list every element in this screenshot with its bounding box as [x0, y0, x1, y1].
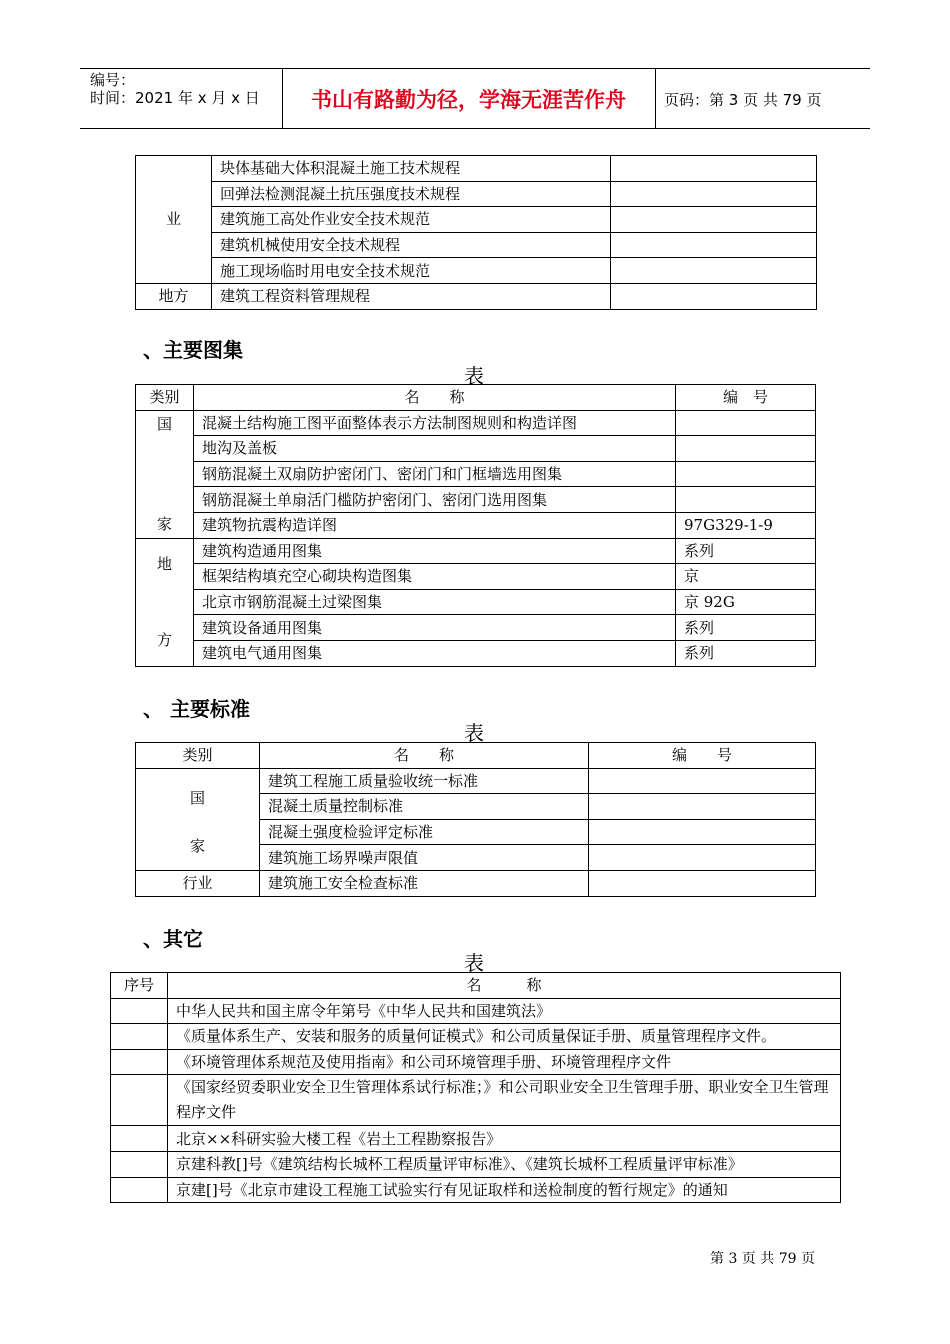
- table-row: [136, 156, 817, 182]
- standard-name: 建筑施工安全检查标准: [260, 870, 589, 896]
- document-name: 中华人民共和国主席令年第号《中华人民共和国建筑法》: [168, 998, 841, 1024]
- category-label: 国: [156, 415, 172, 434]
- atlas-name: 北京市钢筋混凝土过梁图集: [194, 589, 676, 615]
- table-row: [136, 461, 816, 487]
- atlas-code: 系列: [676, 640, 816, 666]
- standard-code: [589, 845, 816, 871]
- row-number: [111, 1126, 168, 1152]
- row-number: [111, 1151, 168, 1177]
- column-header-code: 编 号: [676, 385, 816, 411]
- standard-code: [611, 207, 817, 233]
- atlas-name: 框架结构填充空心砌块构造图集: [194, 564, 676, 590]
- atlas-code: [676, 410, 816, 436]
- atlas-code: [676, 487, 816, 513]
- header-motto: 书山有路勤为径，学海无涯苦作舟: [311, 88, 626, 112]
- document-name: 《环境管理体系规范及使用指南》和公司环境管理手册、环境管理程序文件: [168, 1049, 841, 1075]
- standard-name: 建筑施工高处作业安全技术规范: [212, 207, 611, 233]
- section-title-standards: 、 主要标准: [143, 697, 250, 721]
- table-row: [136, 870, 816, 896]
- column-header-category: 类别: [136, 743, 260, 769]
- atlas-name: 建筑设备通用图集: [194, 615, 676, 641]
- table-row: [111, 1049, 841, 1075]
- header-top-rule: [80, 68, 870, 69]
- table-row: [136, 538, 816, 564]
- standard-name: 建筑机械使用安全技术规程: [212, 232, 611, 258]
- table-header-row: [111, 973, 841, 999]
- table-row: [136, 410, 816, 436]
- atlas-name: 钢筋混凝土单扇活门槛防护密闭门、密闭门选用图集: [194, 487, 676, 513]
- standard-code: [589, 794, 816, 820]
- table-row: [111, 1177, 841, 1203]
- atlas-name: 地沟及盖板: [194, 436, 676, 462]
- category-label: 地: [156, 555, 172, 574]
- header-divider: [655, 68, 656, 128]
- standard-code: [611, 232, 817, 258]
- table-row: [136, 640, 816, 666]
- header-bottom-rule: [80, 128, 870, 129]
- category-cell-local: [136, 538, 194, 666]
- atlas-name: 混凝土结构施工图平面整体表示方法制图规则和构造详图: [194, 410, 676, 436]
- standard-code: [589, 819, 816, 845]
- category-cell-industry: 行业: [136, 870, 260, 896]
- table-row: [136, 512, 816, 538]
- atlas-code: [676, 461, 816, 487]
- standard-name: 块体基础大体积混凝土施工技术规程: [212, 156, 611, 182]
- row-number: [111, 1049, 168, 1075]
- column-header-code: 编 号: [589, 743, 816, 769]
- table-label: 表: [464, 721, 484, 745]
- atlas-code: 京: [676, 564, 816, 590]
- standards-continued-table: [135, 155, 817, 310]
- section-title-atlas: 、主要图集: [143, 338, 243, 362]
- atlas-code: 97G329-1-9: [676, 512, 816, 538]
- atlas-name: 钢筋混凝土双扇防护密闭门、密闭门和门框墙选用图集: [194, 461, 676, 487]
- standard-code: [589, 768, 816, 794]
- table-row: [136, 232, 817, 258]
- standard-code: [611, 283, 817, 309]
- table-row: [136, 589, 816, 615]
- atlas-name: 建筑电气通用图集: [194, 640, 676, 666]
- table-label: 表: [464, 364, 484, 388]
- footer-page-number: 第 3 页 共 79 页: [710, 1251, 815, 1267]
- table-row: [136, 207, 817, 233]
- table-row: [136, 283, 817, 309]
- standards-table: [135, 742, 816, 897]
- atlas-name: 建筑构造通用图集: [194, 538, 676, 564]
- table-row: [111, 1126, 841, 1152]
- row-number: [111, 1024, 168, 1050]
- table-header-row: [136, 385, 816, 411]
- row-number: [111, 1177, 168, 1203]
- document-name: 北京××科研实验大楼工程《岩土工程勘察报告》: [168, 1126, 841, 1152]
- standard-code: [611, 156, 817, 182]
- table-row: [111, 1151, 841, 1177]
- table-row: [136, 436, 816, 462]
- atlas-table: [135, 384, 816, 667]
- atlas-code: 系列: [676, 538, 816, 564]
- standard-name: 建筑施工场界噪声限值: [260, 845, 589, 871]
- category-cell-national: [136, 768, 260, 870]
- category-cell: 地方: [136, 283, 212, 309]
- document-date-label: 时间：2021 年 x 月 x 日: [90, 89, 260, 107]
- table-row: [136, 615, 816, 641]
- document-name: 《质量体系生产、安装和服务的质量何证模式》和公司质量保证手册、质量管理程序文件。: [168, 1024, 841, 1050]
- column-header-name: 名 称: [194, 385, 676, 411]
- column-header-category: 类别: [136, 385, 194, 411]
- standard-name: 施工现场临时用电安全技术规范: [212, 258, 611, 284]
- category-cell: 业: [136, 156, 212, 284]
- document-name: 《国家经贸委职业安全卫生管理体系试行标准；》和公司职业安全卫生管理手册、职业安全卫生管理程序文件: [168, 1075, 841, 1126]
- other-table: [110, 972, 841, 1203]
- standard-name: 混凝土强度检验评定标准: [260, 819, 589, 845]
- header-page-number: 页码：第 3 页 共 79 页: [664, 91, 822, 109]
- category-label: 家: [156, 515, 172, 534]
- atlas-name: 建筑物抗震构造详图: [194, 512, 676, 538]
- table-row: [136, 487, 816, 513]
- table-row: [136, 181, 817, 207]
- atlas-code: 京 92G: [676, 589, 816, 615]
- category-label: 方: [156, 631, 172, 650]
- table-row: [136, 564, 816, 590]
- category-label: 国: [189, 789, 205, 808]
- section-title-other: 、其它: [143, 927, 203, 951]
- category-label: 家: [189, 837, 205, 856]
- table-row: [111, 998, 841, 1024]
- standard-code: [611, 181, 817, 207]
- standard-name: 建筑工程资料管理规程: [212, 283, 611, 309]
- standard-code: [589, 870, 816, 896]
- document-number-label: 编号：: [90, 71, 136, 89]
- document-name: 京建[]号《北京市建设工程施工试验实行有见证取样和送检制度的暂行规定》的通知: [168, 1177, 841, 1203]
- category-cell-national: [136, 410, 194, 538]
- row-number: [111, 1075, 168, 1126]
- column-header-name: 名 称: [260, 743, 589, 769]
- document-name: 京建科教[]号《建筑结构长城杯工程质量评审标准》、《建筑长城杯工程质量评审标准》: [168, 1151, 841, 1177]
- table-header-row: [136, 743, 816, 769]
- table-label: 表: [464, 951, 484, 975]
- standard-name: 回弹法检测混凝土抗压强度技术规程: [212, 181, 611, 207]
- table-row: [111, 1024, 841, 1050]
- atlas-code: [676, 436, 816, 462]
- table-row: [136, 258, 817, 284]
- column-header-name: 名 称: [168, 973, 841, 999]
- table-row: [136, 768, 816, 794]
- column-header-number: 序号: [111, 973, 168, 999]
- standard-name: 建筑工程施工质量验收统一标准: [260, 768, 589, 794]
- atlas-code: 系列: [676, 615, 816, 641]
- table-row: [111, 1075, 841, 1126]
- row-number: [111, 998, 168, 1024]
- standard-name: 混凝土质量控制标准: [260, 794, 589, 820]
- standard-code: [611, 258, 817, 284]
